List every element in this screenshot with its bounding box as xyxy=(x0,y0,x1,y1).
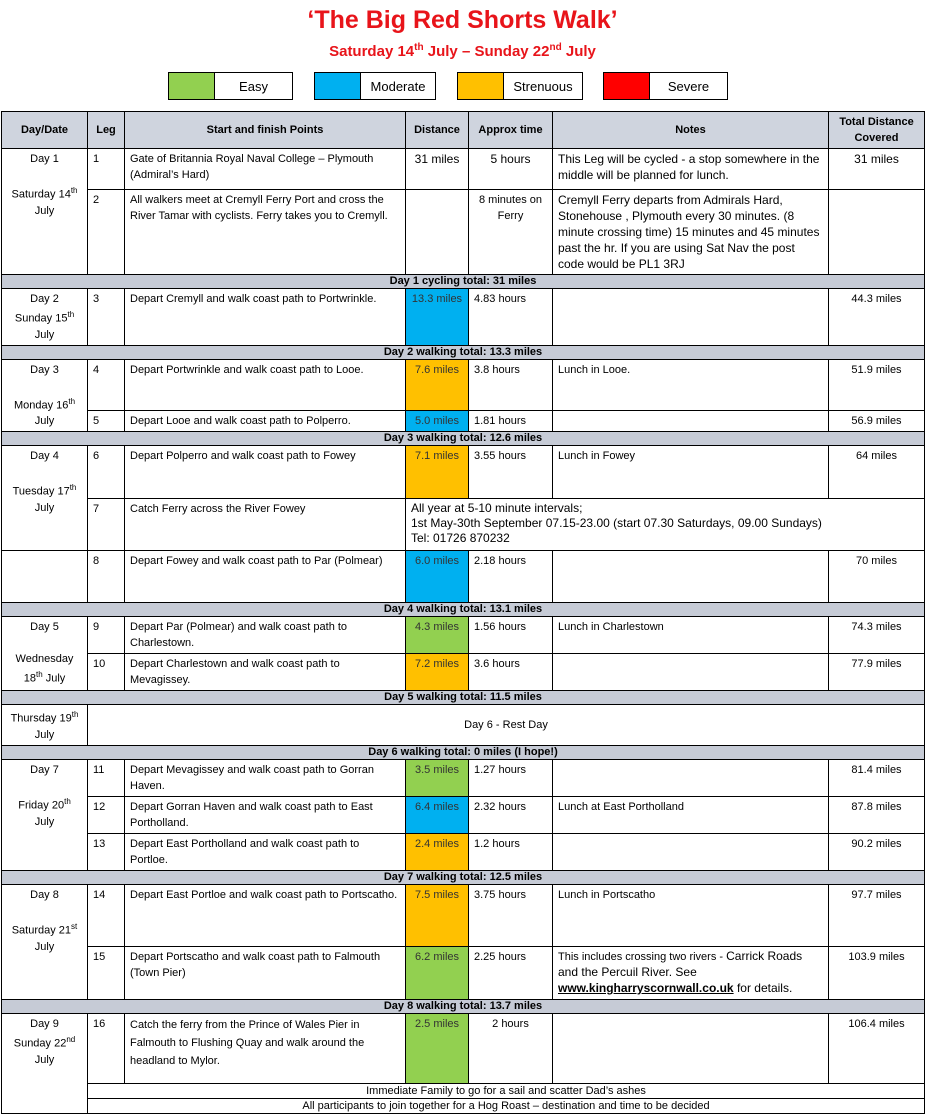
legend-swatch-easy xyxy=(169,73,215,99)
day-cell: Day 8 Saturday 21st July xyxy=(2,884,88,999)
rest-day: Day 6 - Rest Day xyxy=(88,705,925,746)
total-distance: 44.3 miles xyxy=(829,289,925,346)
notes: This Leg will be cycled - a stop somewhere in the middle will be planned for lunch. xyxy=(553,149,829,190)
header-distance: Distance xyxy=(406,112,469,149)
total-row: Day 6 walking total: 0 miles (I hope!) xyxy=(2,745,925,759)
approx-time: 1.56 hours xyxy=(469,617,553,654)
table-row xyxy=(2,499,925,551)
table-row xyxy=(2,1013,925,1083)
notes: Lunch at East Portholland xyxy=(553,796,829,833)
leg-number: 2 xyxy=(88,190,125,275)
total-distance: 51.9 miles xyxy=(829,359,925,410)
distance: 2.4 miles xyxy=(406,833,469,870)
approx-time: 3.8 hours xyxy=(469,359,553,410)
hog-roast-note: All participants to join together for a Hog Roast – destination and time to be decided xyxy=(88,1098,925,1113)
legend-label: Strenuous xyxy=(513,78,573,94)
legend-easy xyxy=(168,72,293,100)
total-row: Day 5 walking total: 11.5 miles xyxy=(2,691,925,705)
distance: 7.2 miles xyxy=(406,654,469,691)
approx-time: 2.32 hours xyxy=(469,796,553,833)
header-time: Approx time xyxy=(469,112,553,149)
route-points: Gate of Britannia Royal Naval College – Plymouth (Admiral’s Hard) xyxy=(125,149,406,190)
total-distance: 64 miles xyxy=(829,446,925,499)
day-cell xyxy=(2,551,88,603)
distance: 6.2 miles xyxy=(406,946,469,999)
leg-number: 5 xyxy=(88,410,125,432)
distance: 5.0 miles xyxy=(406,410,469,432)
leg-number: 3 xyxy=(88,289,125,346)
legend-swatch-moderate xyxy=(315,73,361,99)
leg-number: 10 xyxy=(88,654,125,691)
route-points: Depart East Portloe and walk coast path to Portscatho. xyxy=(125,884,406,946)
legend-swatch-strenuous xyxy=(458,73,504,99)
total-row: Day 3 walking total: 12.6 miles xyxy=(2,432,925,446)
total-distance: 77.9 miles xyxy=(829,654,925,691)
notes xyxy=(553,833,829,870)
route-points: Depart Charlestown and walk coast path to Mevagissey. xyxy=(125,654,406,691)
table-row xyxy=(2,884,925,946)
route-points: Depart Looe and walk coast path to Polperro. xyxy=(125,410,406,432)
route-points: Catch Ferry across the River Fowey xyxy=(125,499,406,551)
leg-number: 4 xyxy=(88,359,125,410)
leg-number: 9 xyxy=(88,617,125,654)
table-row xyxy=(2,289,925,346)
legend-label: Severe xyxy=(667,78,710,94)
approx-time: 2.25 hours xyxy=(469,946,553,999)
header-day: Day/Date xyxy=(2,112,88,149)
distance xyxy=(406,190,469,275)
total-distance xyxy=(829,190,925,275)
table-row xyxy=(2,946,925,999)
distance: 6.0 miles xyxy=(406,551,469,603)
day-cell: Day 2 Sunday 15th July xyxy=(2,289,88,346)
route-points: All walkers meet at Cremyll Ferry Port and cross the River Tamar with cyclists. Ferry takes you to Cremyll. xyxy=(125,190,406,275)
total-row: Day 7 walking total: 12.5 miles xyxy=(2,870,925,884)
website-link[interactable]: www.kingharryscornwall.co.uk xyxy=(558,980,734,995)
itinerary-table xyxy=(1,111,925,1114)
table-row xyxy=(2,759,925,796)
table-row xyxy=(2,833,925,870)
distance: 2.5 miles xyxy=(406,1013,469,1083)
distance: 7.1 miles xyxy=(406,446,469,499)
header-total: Total Distance Covered xyxy=(829,112,925,149)
approx-time: 2 hours xyxy=(469,1013,553,1083)
total-distance: 74.3 miles xyxy=(829,617,925,654)
total-distance: 97.7 miles xyxy=(829,884,925,946)
approx-time: 1.2 hours xyxy=(469,833,553,870)
route-points: Depart Fowey and walk coast path to Par (Polmear) xyxy=(125,551,406,603)
route-points: Depart Gorran Haven and walk coast path to East Portholland. xyxy=(125,796,406,833)
notes xyxy=(553,551,829,603)
leg-number: 11 xyxy=(88,759,125,796)
notes xyxy=(553,289,829,346)
distance: 3.5 miles xyxy=(406,759,469,796)
ferry-notes: All year at 5-10 minute intervals; 1st May-30th September 07.15-23.00 (start 07.30 Saturdays, 09.00 Sundays) Tel: 01726 870232 xyxy=(406,499,925,551)
total-distance: 70 miles xyxy=(829,551,925,603)
notes: Cremyll Ferry departs from Admirals Hard, Stonehouse , Plymouth every 30 minutes. (8 minute crossing time) 15 minutes and 45 minutes past the hr. If you are using Sat Nav the post code would be PL1 3RJ xyxy=(553,190,829,275)
notes: This includes crossing two rivers - Carrick Roads and the Percuil River. See www.kingharryscornwall.co.uk for details. xyxy=(553,946,829,999)
table-row xyxy=(2,654,925,691)
day-cell: Day 1 Saturday 14th July xyxy=(2,149,88,275)
table-row xyxy=(2,705,925,746)
distance: 4.3 miles xyxy=(406,617,469,654)
header-row xyxy=(2,112,925,149)
distance: 6.4 miles xyxy=(406,796,469,833)
table-row xyxy=(2,149,925,190)
route-points: Depart Portscatho and walk coast path to Falmouth (Town Pier) xyxy=(125,946,406,999)
distance: 13.3 miles xyxy=(406,289,469,346)
page-title: ‘The Big Red Shorts Walk’ xyxy=(307,6,618,34)
distance: 7.6 miles xyxy=(406,359,469,410)
legend-strenuous xyxy=(457,72,583,100)
notes: Lunch in Charlestown xyxy=(553,617,829,654)
approx-time: 8 minutes on Ferry xyxy=(469,190,553,275)
leg-number: 14 xyxy=(88,884,125,946)
table-row xyxy=(2,190,925,275)
total-distance: 103.9 miles xyxy=(829,946,925,999)
day-cell: Day 7 Friday 20th July xyxy=(2,759,88,870)
day-cell: Day 9 Sunday 22nd July xyxy=(2,1013,88,1113)
total-distance: 90.2 miles xyxy=(829,833,925,870)
route-points: Depart Polperro and walk coast path to Fowey xyxy=(125,446,406,499)
table-row xyxy=(2,446,925,499)
table-row xyxy=(2,1098,925,1113)
total-row: Day 2 walking total: 13.3 miles xyxy=(2,345,925,359)
notes: Lunch in Portscatho xyxy=(553,884,829,946)
legend-swatch-severe xyxy=(604,73,650,99)
day-cell: Day 3 Monday 16th July xyxy=(2,359,88,432)
header-points: Start and finish Points xyxy=(125,112,406,149)
approx-time: 1.27 hours xyxy=(469,759,553,796)
table-row xyxy=(2,410,925,432)
leg-number: 6 xyxy=(88,446,125,499)
approx-time: 5 hours xyxy=(469,149,553,190)
leg-number: 12 xyxy=(88,796,125,833)
leg-number: 15 xyxy=(88,946,125,999)
header-notes: Notes xyxy=(553,112,829,149)
total-distance: 106.4 miles xyxy=(829,1013,925,1083)
leg-number: 8 xyxy=(88,551,125,603)
route-points: Depart Mevagissey and walk coast path to Gorran Haven. xyxy=(125,759,406,796)
notes xyxy=(553,654,829,691)
legend-severe xyxy=(603,72,728,100)
notes xyxy=(553,410,829,432)
route-points: Depart Cremyll and walk coast path to Portwrinkle. xyxy=(125,289,406,346)
total-row: Day 8 walking total: 13.7 miles xyxy=(2,999,925,1013)
page-subtitle: Saturday 14th July – Sunday 22nd July xyxy=(329,42,596,60)
leg-number: 13 xyxy=(88,833,125,870)
route-points: Depart Par (Polmear) and walk coast path to Charlestown. xyxy=(125,617,406,654)
approx-time: 2.18 hours xyxy=(469,551,553,603)
family-note: Immediate Family to go for a sail and scatter Dad’s ashes xyxy=(88,1083,925,1098)
approx-time: 4.83 hours xyxy=(469,289,553,346)
legend-label: Easy xyxy=(239,78,268,94)
table-row xyxy=(2,359,925,410)
leg-number: 7 xyxy=(88,499,125,551)
distance: 31 miles xyxy=(406,149,469,190)
legend-moderate xyxy=(314,72,436,100)
day-cell: Thursday 19th July xyxy=(2,705,88,746)
approx-time: 3.55 hours xyxy=(469,446,553,499)
notes xyxy=(553,759,829,796)
leg-number: 1 xyxy=(88,149,125,190)
table-row xyxy=(2,1083,925,1098)
header-leg: Leg xyxy=(88,112,125,149)
route-points: Catch the ferry from the Prince of Wales Pier in Falmouth to Flushing Quay and walk around the headland to Mylor. xyxy=(125,1013,406,1083)
approx-time: 3.6 hours xyxy=(469,654,553,691)
day-cell: Day 4 Tuesday 17th July xyxy=(2,446,88,551)
distance: 7.5 miles xyxy=(406,884,469,946)
route-points: Depart Portwrinkle and walk coast path to Looe. xyxy=(125,359,406,410)
table-row xyxy=(2,796,925,833)
table-row xyxy=(2,551,925,603)
notes: Lunch in Fowey xyxy=(553,446,829,499)
total-row: Day 1 cycling total: 31 miles xyxy=(2,275,925,289)
approx-time: 3.75 hours xyxy=(469,884,553,946)
total-distance: 81.4 miles xyxy=(829,759,925,796)
notes: Lunch in Looe. xyxy=(553,359,829,410)
table-row xyxy=(2,617,925,654)
notes xyxy=(553,1013,829,1083)
total-distance: 87.8 miles xyxy=(829,796,925,833)
route-points: Depart East Portholland and walk coast path to Portloe. xyxy=(125,833,406,870)
leg-number: 16 xyxy=(88,1013,125,1083)
total-distance: 56.9 miles xyxy=(829,410,925,432)
legend-label: Moderate xyxy=(370,78,426,94)
total-distance: 31 miles xyxy=(829,149,925,190)
approx-time: 1.81 hours xyxy=(469,410,553,432)
total-row: Day 4 walking total: 13.1 miles xyxy=(2,603,925,617)
day-cell: Day 5 Wednesday 18th July xyxy=(2,617,88,691)
